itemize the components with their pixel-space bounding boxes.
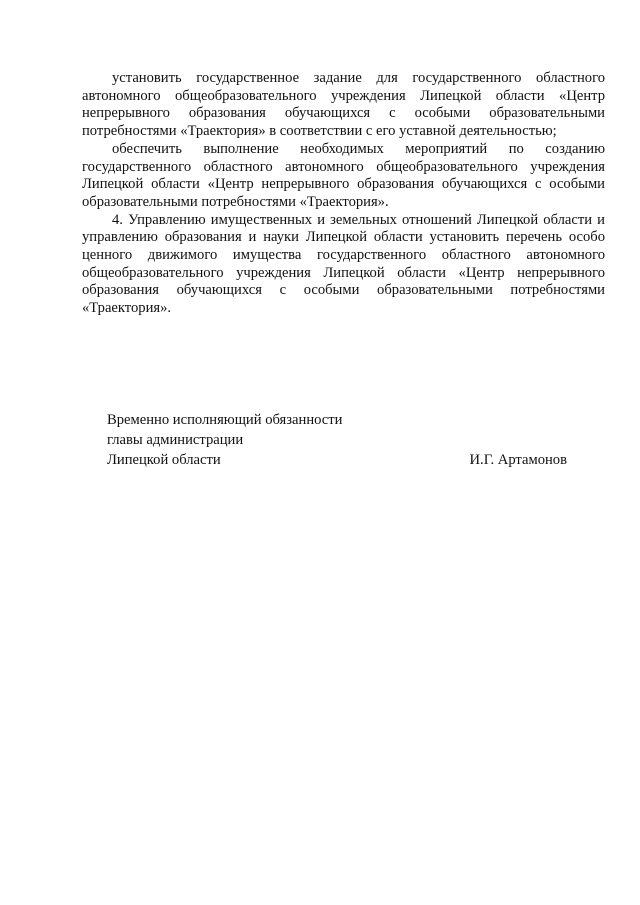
signatory-position-line-1: Временно исполняющий обязанности (107, 412, 343, 428)
signatory-name: И.Г. Артамонов (469, 452, 567, 468)
paragraph-ensure-measures: обеспечить выполнение необходимых мероприятий по созданию государственного областного автономного общеобразовательного учреждения Липецкой области «Центр непрерывного образования обучающихся с особыми образовательными потребностями «Траектория». (82, 140, 605, 210)
paragraph-item-4: 4. Управлению имущественных и земельных отношений Липецкой области и управлению образования и науки Липецкой области установить перечень особо ценного движимого имущества государственного областного автономного общеобразовательного учреждения Липецкой области «Центр непрерывного образования обучающихся с особыми образовательными потребностями «Траектория». (82, 211, 605, 317)
signatory-position-line-3: Липецкой области (107, 452, 221, 468)
signatory-final-line (107, 450, 567, 470)
document-body (82, 70, 605, 318)
paragraph-state-assignment: установить государственное задание для государственного областного автономного общеобразовательного учреждения Липецкой области «Центр непрерывного образования обучающихся с особыми образовательными потребностями «Траектория» в соответствии с его уставной деятельностью; (82, 70, 605, 140)
signatory-position-line-2: главы администрации (107, 432, 244, 448)
signature-block (107, 410, 567, 470)
